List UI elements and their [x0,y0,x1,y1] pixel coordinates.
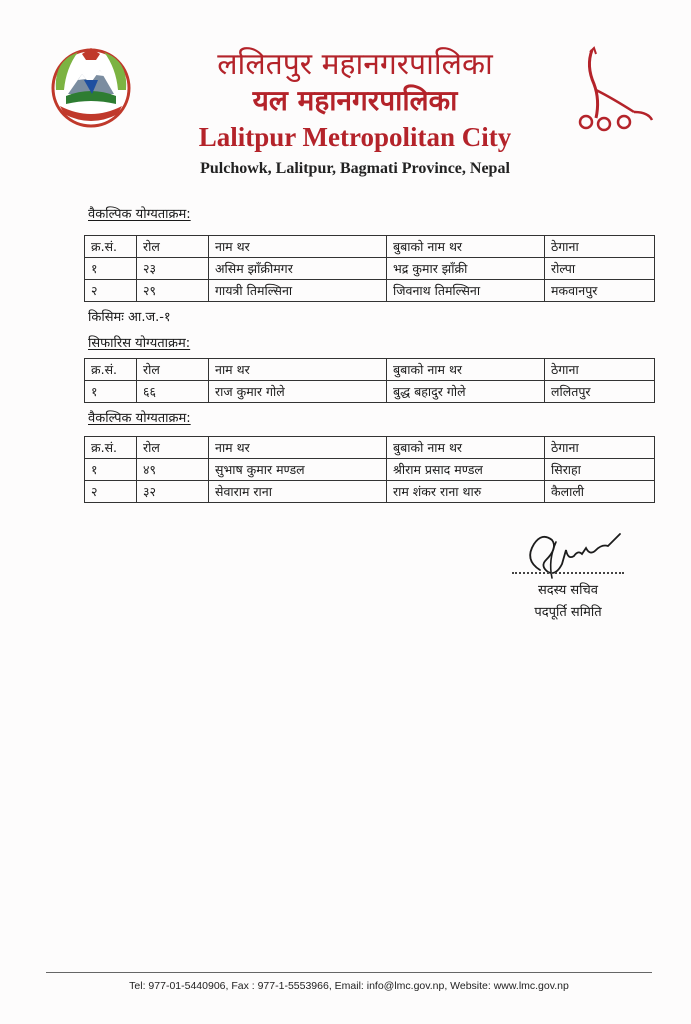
cell-name: सेवाराम राना [209,481,387,503]
alternate-merit-table [84,235,655,302]
header-roll: रोल [137,236,209,258]
cell-serial: २ [85,280,137,302]
cell-roll: २३ [137,258,209,280]
header-address: ठेगाना [545,437,655,459]
table-header-row [85,236,655,258]
cell-serial: १ [85,258,137,280]
cell-name: सुभाष कुमार मण्डल [209,459,387,481]
recommended-merit-table [84,358,655,403]
nepal-emblem-icon [48,46,134,128]
header-name: नाम थर [209,236,387,258]
section-heading-recommended-merit: सिफारिस योग्यताक्रम: [88,336,191,351]
header-address: ठेगाना [545,236,655,258]
cell-address: मकवानपुर [545,280,655,302]
title-newari: यल महानगरपालिका [252,84,458,117]
title-nepali: ललितपुर महानगरपालिका [217,47,493,82]
footer-divider [46,972,652,973]
header-father-name: बुबाको नाम थर [387,359,545,381]
office-address: Pulchowk, Lalitpur, Bagmati Province, Nepal [200,160,510,177]
signature-line [512,572,624,574]
cell-roll: ४९ [137,459,209,481]
header-father-name: बुबाको नाम थर [387,236,545,258]
cell-father-name: जिवनाथ तिमल्सिना [387,280,545,302]
cell-roll: २९ [137,280,209,302]
table-row [85,459,655,481]
header-roll: रोल [137,359,209,381]
section-heading-alternate-merit-2: वैकल्पिक योग्यताक्रम: [88,411,191,426]
cell-address: ललितपुर [545,381,655,403]
table-header-row [85,359,655,381]
cell-serial: २ [85,481,137,503]
header-serial: क्र.सं. [85,359,137,381]
signatory-committee: पदपूर्ति समिति [534,605,602,620]
title-english: Lalitpur Metropolitan City [198,122,512,152]
cell-father-name: श्रीराम प्रसाद मण्डल [387,459,545,481]
trident-symbol-icon [572,46,656,132]
letterhead [0,0,691,200]
header-father-name: बुबाको नाम थर [387,437,545,459]
header-name: नाम थर [209,437,387,459]
cell-father-name: बुद्ध बहादुर गोले [387,381,545,403]
signatory-title: सदस्य सचिव [537,583,599,598]
handwritten-signature [512,520,627,580]
cell-address: रोल्पा [545,258,655,280]
alternate-merit-table-2 [84,436,655,503]
cell-serial: १ [85,459,137,481]
header-serial: क्र.सं. [85,437,137,459]
category-line: किसिमः आ.ज.-१ [88,310,171,325]
cell-father-name: भद्र कुमार झाँक्री [387,258,545,280]
cell-name: गायत्री तिमल्सिना [209,280,387,302]
header-serial: क्र.सं. [85,236,137,258]
cell-address: कैलाली [545,481,655,503]
header-name: नाम थर [209,359,387,381]
cell-father-name: राम शंकर राना थारु [387,481,545,503]
cell-serial: १ [85,381,137,403]
table-row [85,258,655,280]
header-address: ठेगाना [545,359,655,381]
table-row [85,381,655,403]
table-header-row [85,437,655,459]
section-heading-alternate-merit: वैकल्पिक योग्यताक्रम: [88,207,191,222]
cell-name: राज कुमार गोले [209,381,387,403]
cell-address: सिराहा [545,459,655,481]
footer-contact: Tel: 977-01-5440906, Fax : 977-1-5553966, Email: info@lmc.gov.np, Website: www.lmc.gov.np [129,980,569,992]
table-row [85,280,655,302]
cell-name: असिम झाँक्रीमगर [209,258,387,280]
table-row [85,481,655,503]
header-roll: रोल [137,437,209,459]
cell-roll: ६६ [137,381,209,403]
cell-roll: ३२ [137,481,209,503]
